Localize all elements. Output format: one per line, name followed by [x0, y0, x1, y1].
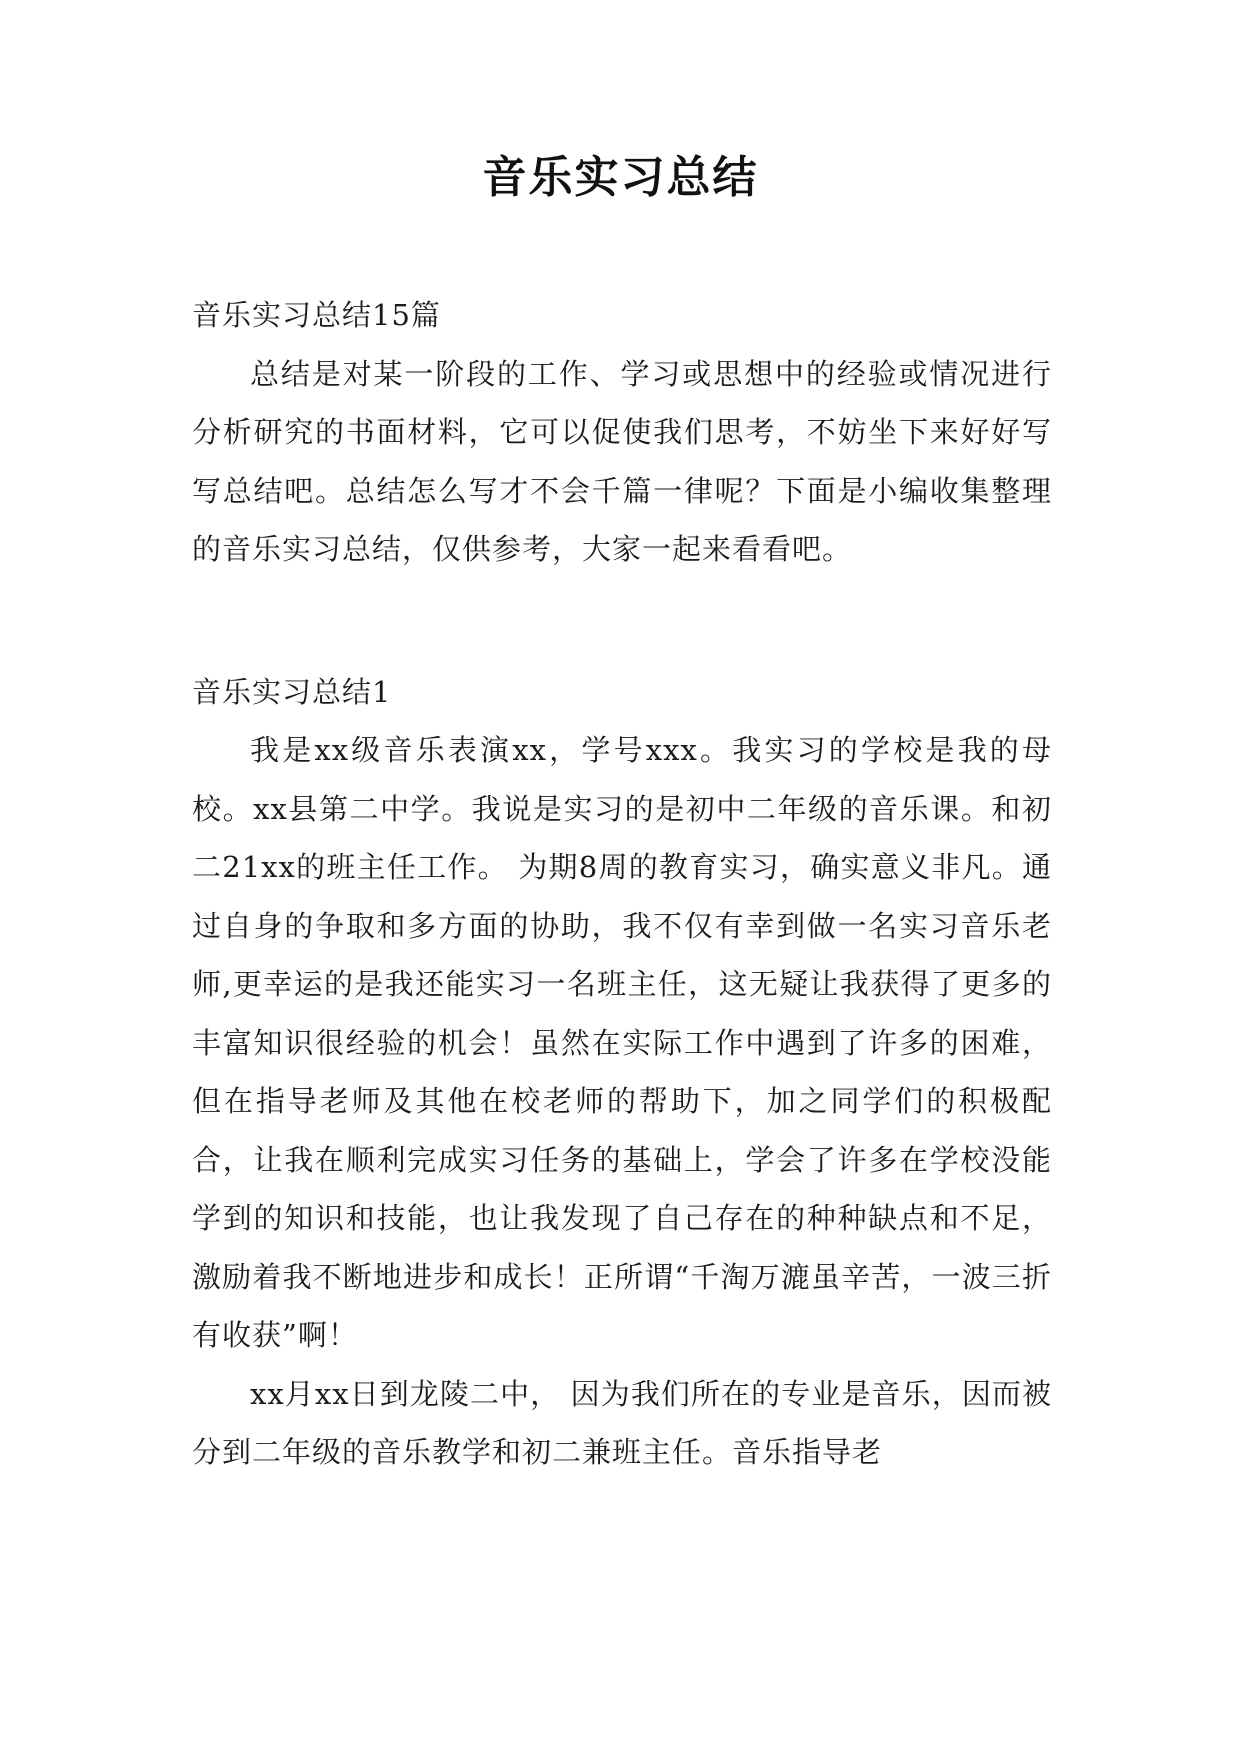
- body-paragraph-2: xx月xx日到龙陵二中， 因为我们所在的专业是音乐，因而被分到二年级的音乐教学和初二兼班主任。音乐指导老: [192, 1376, 1052, 1469]
- section-spacer: [192, 579, 1052, 663]
- section-heading: 音乐实习总结1: [192, 674, 392, 709]
- body-paragraph-1: 我是xx级音乐表演xx，学号xxx。我实习的学校是我的母校。xx县第二中学。我说是实习的是初中二年级的音乐课。和初二21xx的班主任工作。 为期8周的教育实习，确实意义非凡。通过自身的争取和多方面的协助，我不仅有幸到做一名实习音乐老师,更幸运的是我还能实习一名班主任，这无疑让我获得了更多的丰富知识很经验的机会！虽然在实际工作中遇到了许多的困难，但在指导老师及其他在校老师的帮助下，加之同学们的积极配合，让我在顺利完成实习任务的基础上，学会了许多在学校没能学到的知识和技能，也让我发现了自己存在的种种缺点和不足，激励着我不断地进步和成长！正所谓“千淘万漉虽辛苦，一波三折有收获”啊！: [192, 733, 1052, 1352]
- document-title: 音乐实习总结: [482, 152, 759, 203]
- intro-heading: 音乐实习总结15篇: [192, 298, 441, 332]
- intro-paragraph: 总结是对某一阶段的工作、学习或思想中的经验或情况进行分析研究的书面材料，它可以促使我们思考，不妨坐下来好好写写总结吧。总结怎么写才不会千篇一律呢？下面是小编收集整理的音乐实习总结，仅供参考，大家一起来看看吧。: [192, 356, 1052, 566]
- document-body: [192, 286, 1052, 1482]
